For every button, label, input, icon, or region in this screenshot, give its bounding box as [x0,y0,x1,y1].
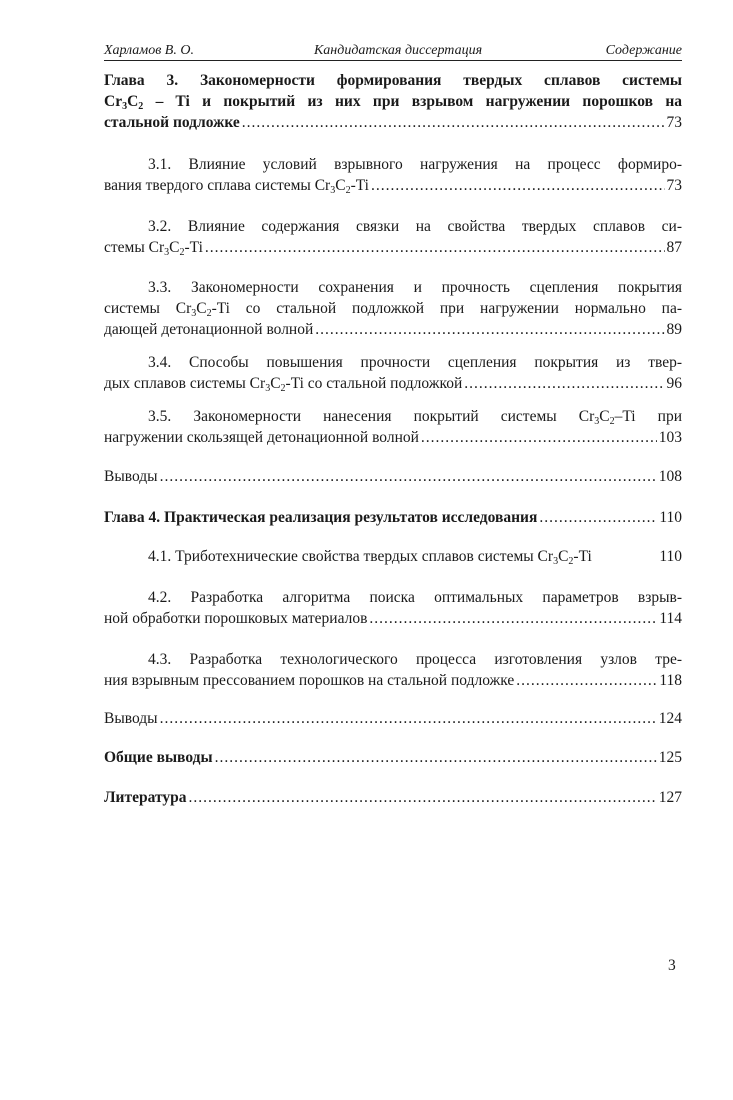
toc-line: дых сплавов системы $Cr_3C_2-Ti$ со стальной подложкой ..... 96 [104,373,682,394]
page-ref: 89 [666,321,682,338]
toc-entry-3-3 [104,277,682,340]
toc-line: вания твердого сплава системы $Cr_3C_2-Ti$ ..... 73 [104,175,682,196]
toc-line: Глава 4. Практическая реализация результатов исследования ..... 110 [104,507,682,528]
toc-line: 4.1. Триботехнические свойства твердых сплавов системы $Cr_3C_2-Ti$ 110 [148,548,682,567]
page-ref: 103 [658,429,682,446]
toc-entry-4-1 [104,546,682,567]
toc-line: стемы $Cr_3C_2-Ti$ ..... 87 [104,237,682,258]
header-doc-type: Кандидатская диссертация [314,43,483,58]
page-number: 3 [668,957,676,974]
toc-entry-3-1 [104,154,682,196]
page-ref: 87 [666,239,682,256]
page-ref: 118 [659,672,682,689]
page-ref: 114 [659,610,682,627]
toc-line: $Cr_3C_2$ – Ti и покрытий из них при взрывом нагружении порошков на [104,93,682,112]
header-author: Харламов В. О. [104,43,194,58]
page-ref: 73 [666,177,682,194]
toc-line: 3.5. Закономерности нанесения покрытий системы $Cr_3C_2-Ti$ при [148,408,682,427]
toc-entry-chapter-4 [104,507,682,528]
toc-line: Литература ..... 127 [104,787,682,808]
toc-entry-3-2 [104,216,682,258]
toc-entry-4-3 [104,649,682,691]
toc-entry-conclusions-4 [104,708,682,729]
header-section: Содержание [605,43,682,58]
toc-line: Выводы ..... 108 [104,466,682,487]
toc-entry-chapter-3 [104,70,682,133]
toc-line: 4.3. Разработка технологического процесса изготовления узлов тре- [148,651,682,668]
toc-entry-general-conclusions [104,747,682,768]
toc-line: Выводы ..... 124 [104,708,682,729]
page-ref: 96 [666,375,682,392]
toc-line: системы $Cr_3C_2-Ti$ со стальной подложкой при нагружении нормально па- [104,300,682,319]
page-ref: 125 [658,749,682,766]
page-ref: 127 [658,789,682,806]
toc-line: 3.2. Влияние содержания связки на свойства твердых сплавов си- [148,218,682,235]
page-ref: 73 [666,114,682,131]
toc-entry-conclusions-3 [104,466,682,487]
toc-line: ной обработки порошковых материалов ..... 114 [104,608,682,629]
running-header [104,40,682,61]
toc-line: дающей детонационной волной ..... 89 [104,319,682,340]
toc-line: 4.2. Разработка алгоритма поиска оптимальных параметров взрыв- [148,589,682,606]
page-ref: 124 [658,710,682,727]
toc-line: 3.4. Способы повышения прочности сцепления покрытия из твер- [148,354,682,371]
toc-line: нагружении скользящей детонационной волной ..... 103 [104,427,682,448]
page-ref: 110 [659,548,682,565]
toc-line: 3.1. Влияние условий взрывного нагружения на процесс формиро- [148,156,682,173]
toc-entry-3-5 [104,406,682,448]
toc-line: Общие выводы ..... 125 [104,747,682,768]
toc-line: Глава 3. Закономерности формирования твердых сплавов системы [104,72,682,89]
page-ref: 110 [659,509,682,526]
toc-entry-literature [104,787,682,808]
page-ref: 108 [658,468,682,485]
toc-entry-4-2 [104,587,682,629]
toc-line: 3.3. Закономерности сохранения и прочность сцепления покрытия [148,279,682,296]
toc-line: стальной подложке ..... 73 [104,112,682,133]
toc-line: ния взрывным прессованием порошков на стальной подложке ..... 118 [104,670,682,691]
toc-entry-3-4 [104,352,682,394]
